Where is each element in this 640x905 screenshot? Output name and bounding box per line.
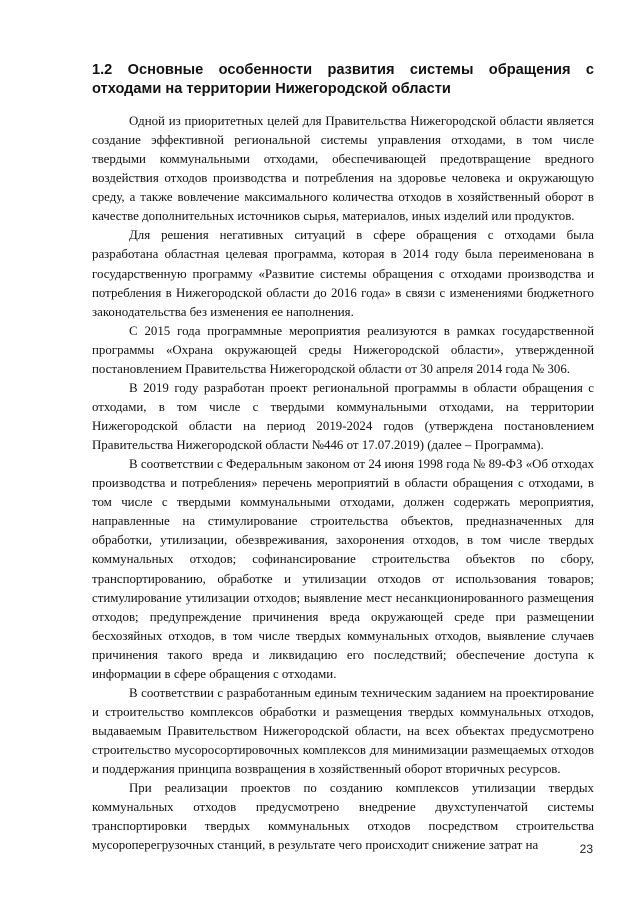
body-text (92, 112, 594, 855)
paragraph: При реализации проектов по созданию комплексов утилизации твердых коммунальных отходов предусмотрено внедрение двухступенчатой системы транспортировки твердых коммунальных отходов посредством строительства мусороперегрузочных станций, в результате чего происходит снижение затрат на (92, 781, 594, 853)
paragraph: В соответствии с Федеральным законом от 24 июня 1998 года № 89-ФЗ «Об отходах производства и потребления» перечень мероприятий в области обращения с отходами, в том числе с твердыми коммунальными отходами, должен содержать мероприятия, направленные на стимулирование строительства объектов, предназначенных для обработки, утилизации, обезвреживания, захоронения отходов, в том числе твердых коммунальных отходов; софинансирование строительства объектов по сбору, транспортированию, обработке и утилизации отходов от использования товаров; стимулирование утилизации отходов; выявление мест несанкционированного размещения отходов; предупреждение причинения вреда окружающей среде при размещении бесхозяйных отходов, в том числе твердых коммунальных отходов, выявление случаев причинения такого вреда и ликвидацию его последствий; обеспечение доступа к информации в сфере обращения с отходами. (92, 457, 594, 681)
paragraph: Одной из приоритетных целей для Правительства Нижегородской области является создание эффективной региональной системы управления отходами, в том числе твердыми коммунальными отходами, обеспечивающей предотвращение вредного воздействия отходов производства и потребления на здоровье человека и окружающую среду, а также вовлечение максимального количества отходов в хозяйственный оборот в качестве дополнительных источников сырья, материалов, иных изделий или продуктов. (92, 114, 594, 224)
page-number: 23 (579, 842, 593, 856)
paragraph: В соответствии с разработанным единым техническим заданием на проектирование и строительство комплексов обработки и размещения твердых коммунальных отходов, выдаваемым Правительством Нижегородской области, на всех объектах предусмотрено строительство мусоросортировочных комплексов для минимизации размещаемых отходов и поддержания принципа возвращения в хозяйственный оборот вторичных ресурсов. (92, 685, 594, 777)
paragraph: С 2015 года программные мероприятия реализуются в рамках государственной программы «Охрана окружающей среды Нижегородской области», утвержденной постановлением Правительства Нижегородской области от 30 апреля 2014 года № 306. (92, 323, 594, 376)
paragraph: Для решения негативных ситуаций в сфере обращения с отходами была разработана областная целевая программа, которая в 2014 году была переименована в государственную программу «Развитие системы обращения с отходами производства и потребления в Нижегородской области до 2016 года» в связи с изменениями бюджетного законодательства без изменения ее наполнения. (92, 228, 594, 319)
paragraph: В 2019 году разработан проект региональной программы в области обращения с отходами, в том числе с твердыми коммунальными отходами, на территории Нижегородской области на период 2019-2024 годов (утверждена постановлением Правительства Нижегородской области №446 от 17.07.2019) (далее – Программа). (92, 380, 594, 453)
section-heading: 1.2 Основные особенности развития системы обращения с отходами на территории Нижегородской области (92, 62, 594, 97)
